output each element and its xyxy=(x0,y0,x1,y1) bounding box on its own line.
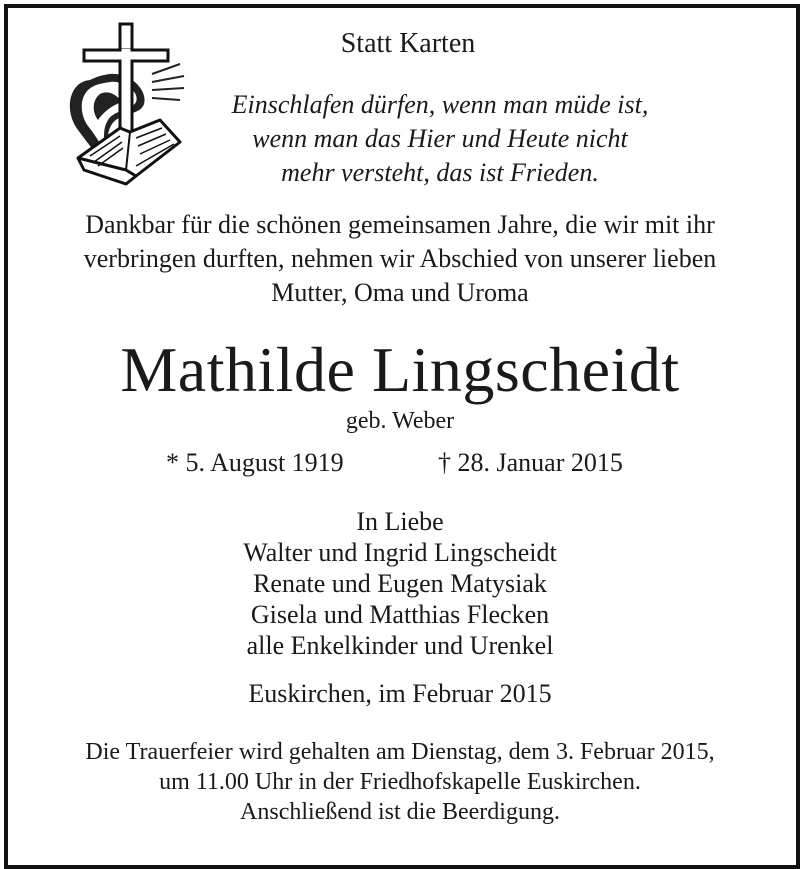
birth-name: geb. Weber xyxy=(345,408,455,434)
cross-bible-icon xyxy=(60,20,188,192)
motto-line: Einschlafen dürfen, wenn man müde ist, xyxy=(231,90,649,119)
service-line: um 11.00 Uhr in der Friedhofskapelle Euskirchen. xyxy=(159,769,641,795)
place-date: Euskirchen, im Februar 2015 xyxy=(248,679,552,708)
signoff-line: In Liebe xyxy=(356,507,444,536)
motto-line: mehr versteht, das ist Frieden. xyxy=(281,158,599,187)
intro-line: verbringen durften, nehmen wir Abschied von unserer lieben xyxy=(83,244,717,273)
motto-line: wenn man das Hier und Heute nicht xyxy=(252,124,628,153)
service-line: Anschließend ist die Beerdigung. xyxy=(240,799,560,825)
death-date: † 28. Januar 2015 xyxy=(438,448,623,477)
birth-date: * 5. August 1919 xyxy=(166,448,344,477)
notice-header: Statt Karten xyxy=(340,28,476,59)
intro-line: Mutter, Oma und Uroma xyxy=(271,278,529,307)
signoff-line: Gisela und Matthias Flecken xyxy=(250,600,550,629)
deceased-name: Mathilde Lingscheidt xyxy=(120,334,680,405)
service-line: Die Trauerfeier wird gehalten am Dienstag, dem 3. Februar 2015, xyxy=(85,739,715,765)
signoff-line: Renate und Eugen Matysiak xyxy=(253,569,547,598)
intro-line: Dankbar für die schönen gemeinsamen Jahre, die wir mit ihr xyxy=(85,210,715,239)
signoff-line: alle Enkelkinder und Urenkel xyxy=(246,631,554,660)
signoff-line: Walter und Ingrid Lingscheidt xyxy=(243,538,557,567)
